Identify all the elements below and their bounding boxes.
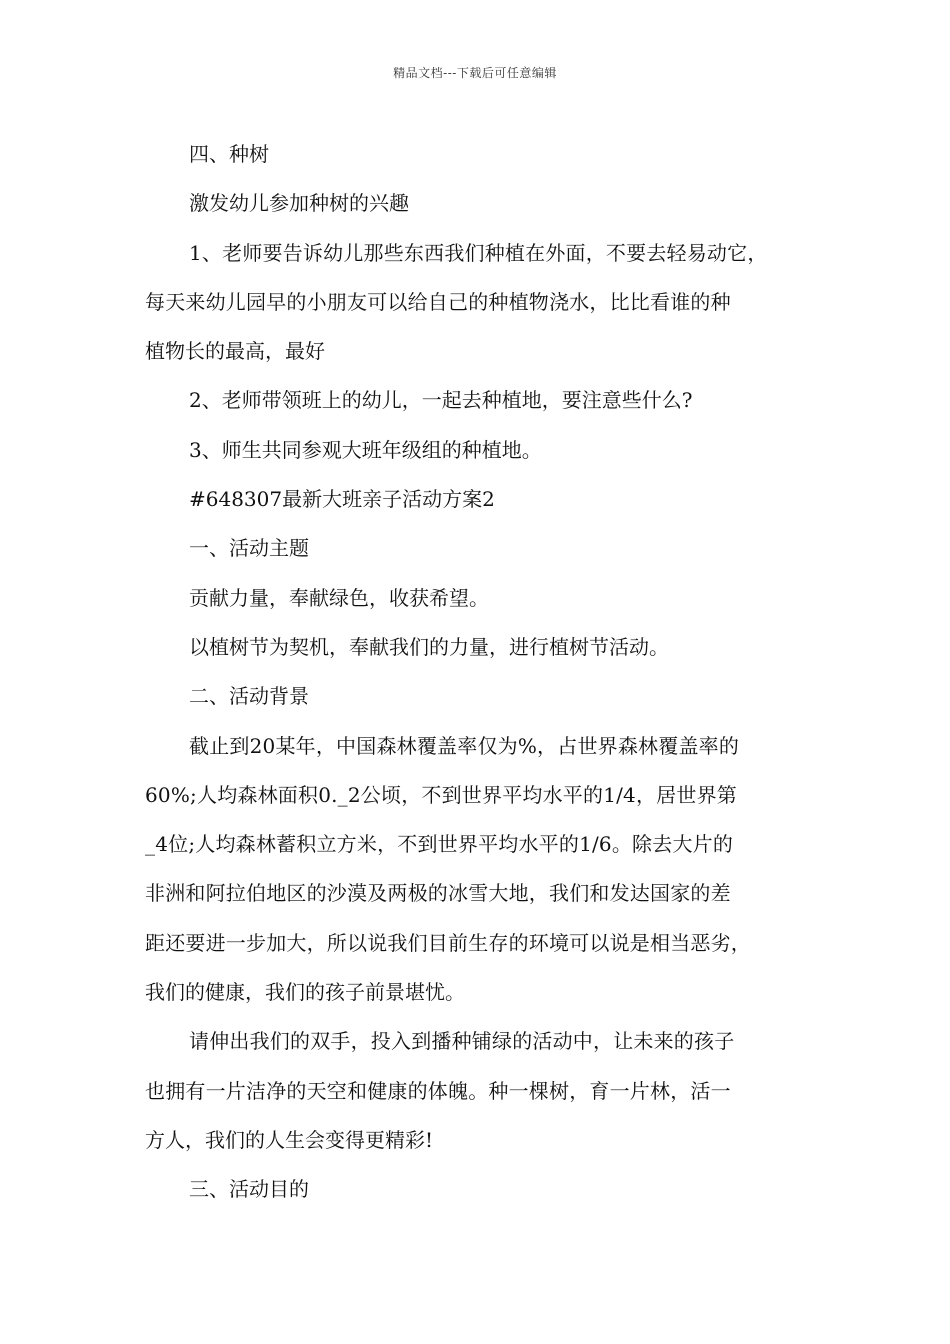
document-body [145, 130, 815, 1215]
paragraph-line: 以植树节为契机，奉献我们的力量，进行植树节活动。 [189, 634, 669, 659]
paragraph-line: 3、师生共同参观大班年级组的种植地。 [189, 437, 542, 462]
paragraph-line: 植物长的最高，最好 [145, 339, 325, 364]
paragraph-line: 截止到20某年，中国森林覆盖率仅为%，占世界森林覆盖率的 [189, 733, 740, 758]
paragraph-line: 也拥有一片洁净的天空和健康的体魄。种一棵树，育一片林，活一 [145, 1078, 731, 1103]
paragraph-line: 贡献力量，奉献绿色，收获希望。 [189, 585, 489, 610]
document-title-line: #648307最新大班亲子活动方案2 [189, 487, 495, 512]
paragraph-line: 2、老师带领班上的幼儿，一起去种植地，要注意些什么? [189, 388, 693, 413]
section-heading-theme: 一、活动主题 [189, 536, 309, 561]
section-heading-background: 二、活动背景 [189, 684, 309, 709]
paragraph-line: 每天来幼儿园早的小朋友可以给自己的种植物浇水，比比看谁的种 [145, 289, 731, 314]
section-heading-purpose: 三、活动目的 [189, 1177, 309, 1202]
paragraph-line: 1、老师要告诉幼儿那些东西我们种植在外面，不要去轻易动它， [189, 240, 768, 265]
paragraph-line: 距还要进一步加大，所以说我们目前生存的环境可以说是相当恶劣， [145, 930, 751, 955]
paragraph-line: 60%;人均森林面积0._2公顷，不到世界平均水平的1/4，居世界第 [145, 782, 737, 807]
paragraph-line: 我们的健康，我们的孩子前景堪忧。 [145, 980, 465, 1005]
section-heading-planting: 四、种树 [189, 142, 269, 166]
paragraph-line: _4位;人均森林蓄积立方米，不到世界平均水平的1/6。除去大片的 [145, 832, 734, 857]
page-header: 精品文档---下载后可任意编辑 [393, 66, 557, 80]
paragraph-line: 请伸出我们的双手，投入到播种铺绿的活动中，让未来的孩子 [189, 1029, 735, 1054]
paragraph-line: 方人，我们的人生会变得更精彩! [145, 1127, 434, 1152]
paragraph-line: 非洲和阿拉伯地区的沙漠及两极的冰雪大地，我们和发达国家的差 [145, 881, 731, 906]
paragraph-line: 激发幼儿参加种树的兴趣 [189, 191, 409, 216]
